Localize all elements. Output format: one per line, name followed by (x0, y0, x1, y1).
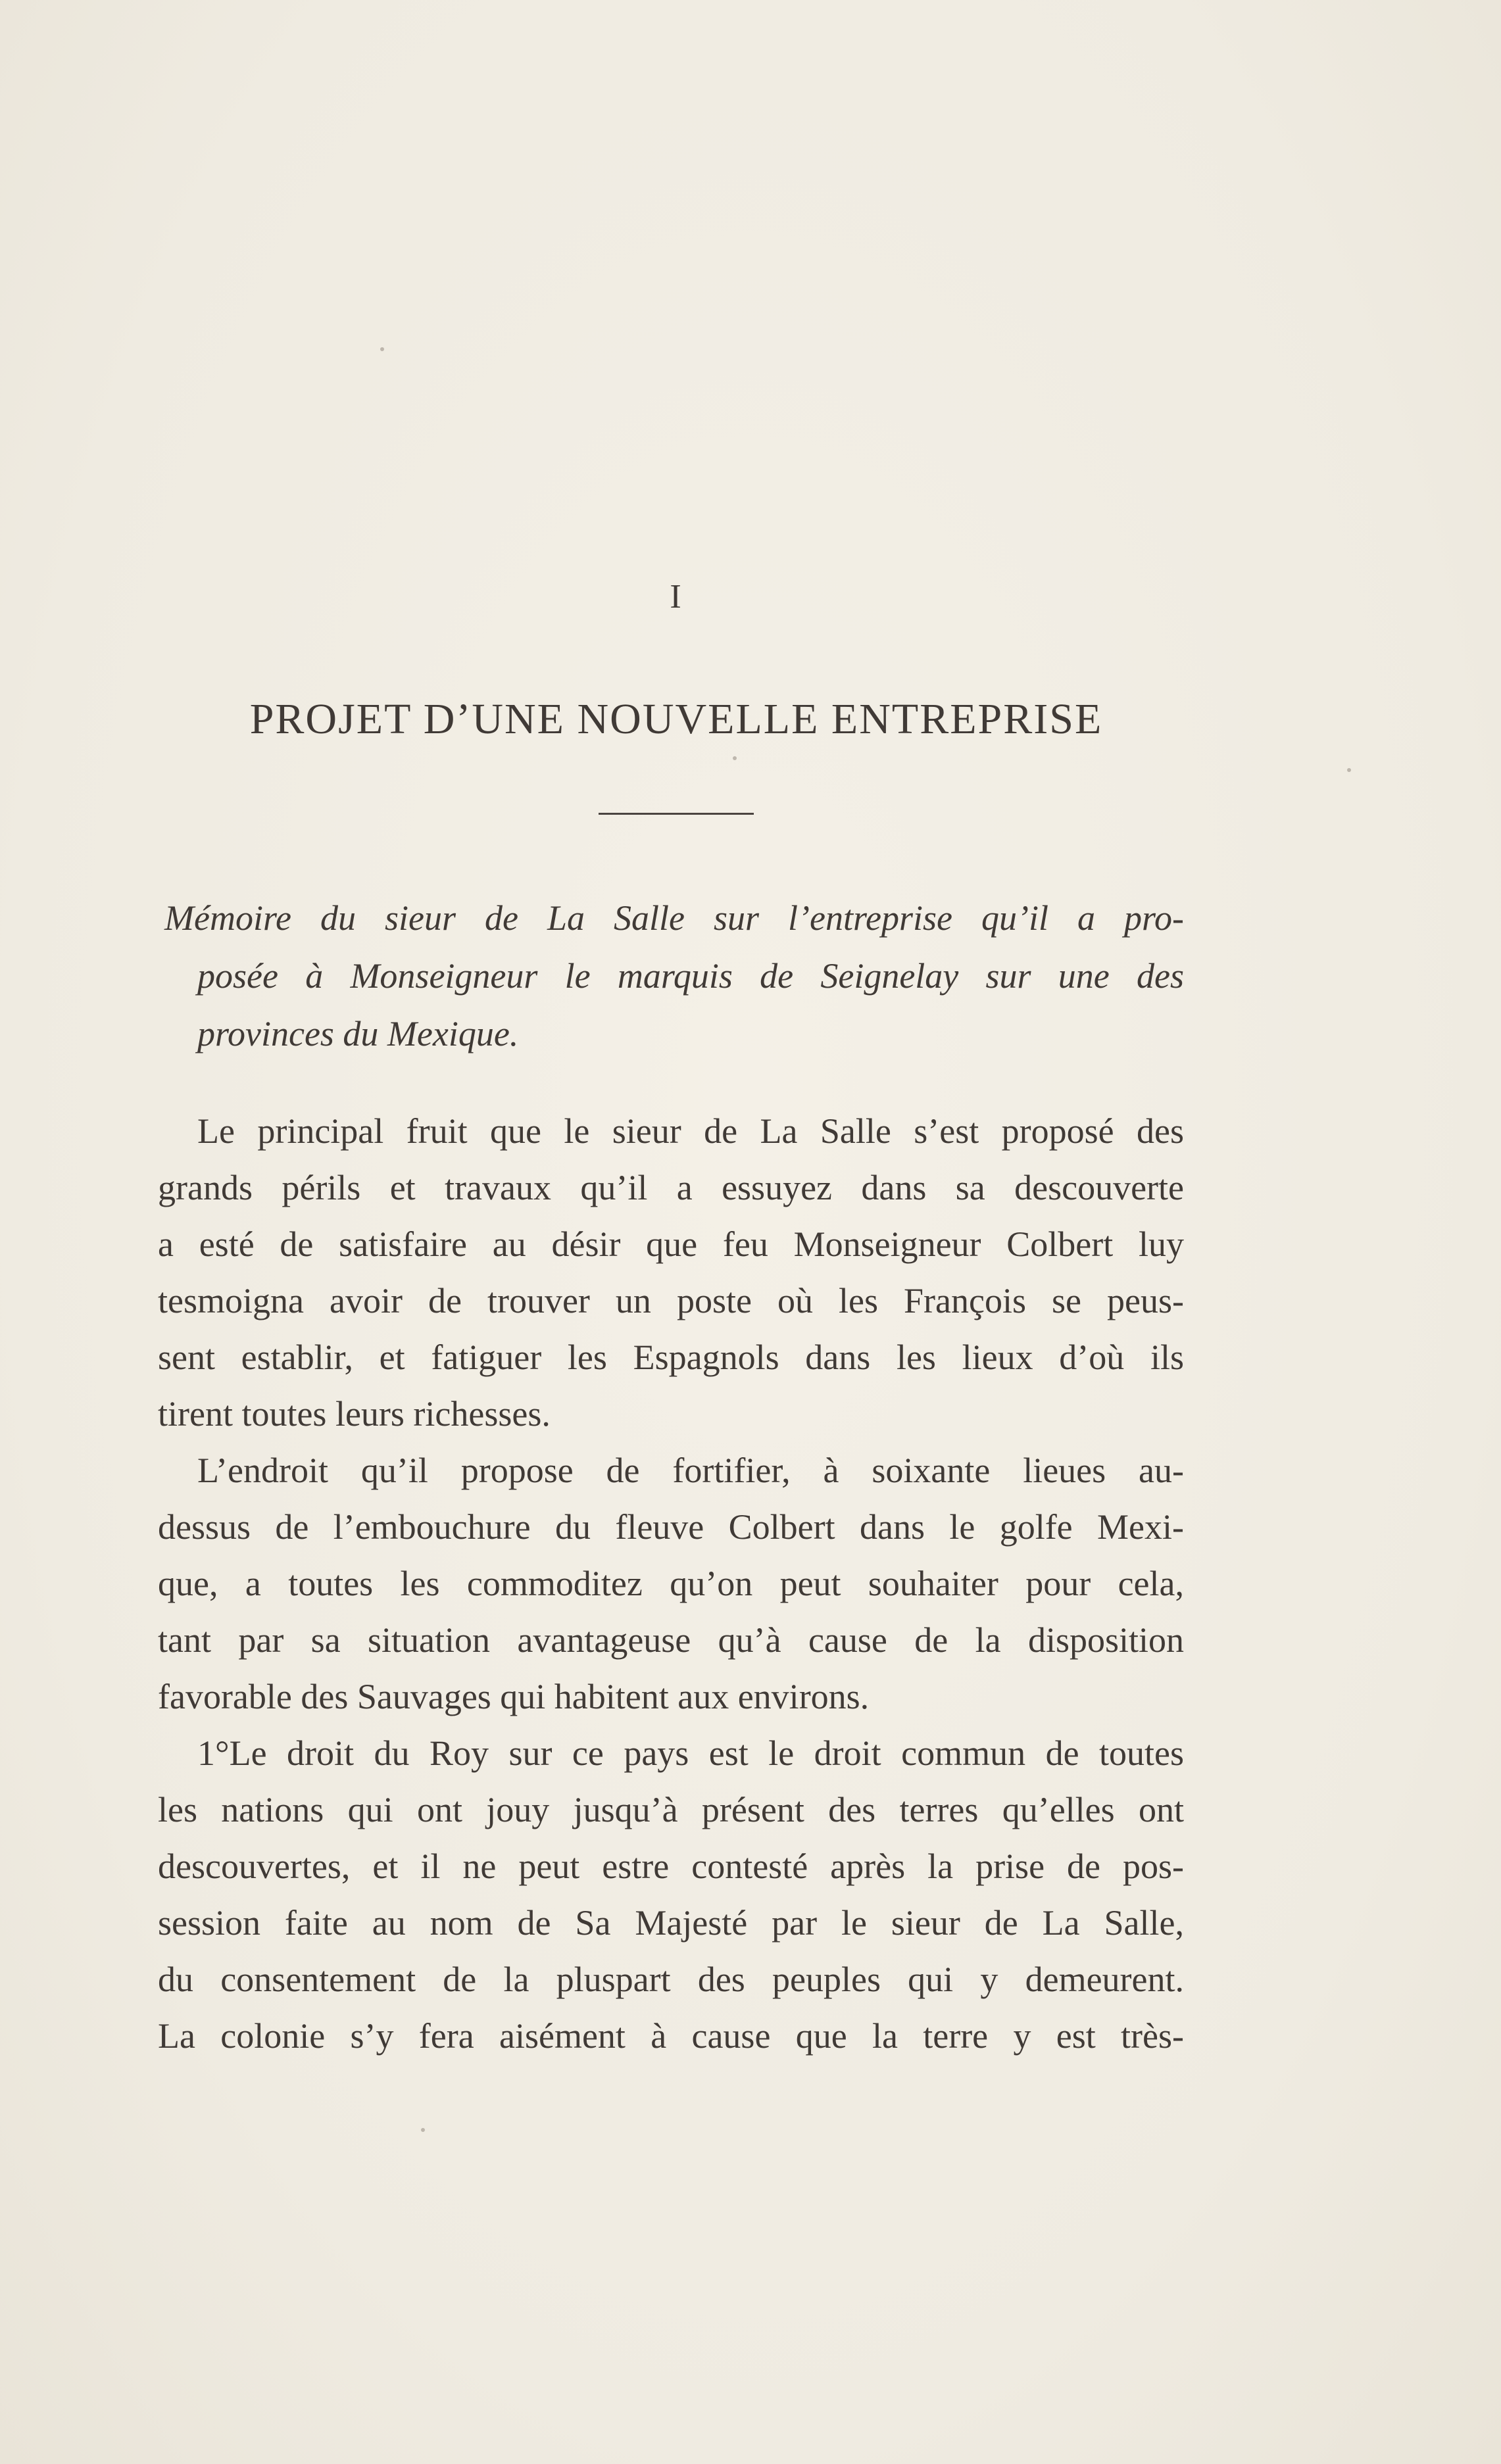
paper-speck (733, 756, 737, 760)
body-line: descouvertes, et il ne peut estre contesté après la prise de pos- (158, 1847, 1184, 1886)
body-line: dessus de l’embouchure du fleuve Colbert dans le golfe Mexi- (158, 1507, 1184, 1547)
body-line: tant par sa situation avantageuse qu’à cause de la disposition (158, 1620, 1184, 1660)
paper-speck (421, 2128, 425, 2132)
body-line: que, a toutes les commoditez qu’on peut souhaiter pour cela, (158, 1564, 1184, 1603)
body-line: 1°Le droit du Roy sur ce pays est le droit commun de toutes (197, 1733, 1184, 1773)
chapter-title: PROJET D’UNE NOUVELLE ENTREPRISE (249, 695, 1103, 743)
chapter-number: I (670, 578, 683, 616)
body-line: les nations qui ont jouy jusqu’à présent des terres qu’elles ont (158, 1790, 1184, 1829)
body-line: grands périls et travaux qu’il a essuyez dans sa descouverte (158, 1168, 1184, 1207)
body-line: La colonie s’y fera aisément à cause que la terre y est très- (158, 2016, 1184, 2056)
paper-speck (380, 347, 384, 351)
body-line: tirent toutes leurs richesses. (158, 1394, 551, 1434)
title-rule (599, 813, 754, 815)
summary-line: posée à Monseigneur le marquis de Seignelay sur une des (197, 956, 1184, 996)
body-line: L’endroit qu’il propose de fortifier, à soixante lieues au- (197, 1451, 1184, 1490)
body-line: favorable des Sauvages qui habitent aux environs. (158, 1677, 870, 1716)
summary-line: provinces du Mexique. (197, 1014, 519, 1053)
body-line: session faite au nom de Sa Majesté par le sieur de La Salle, (158, 1903, 1184, 1943)
body-line: a esté de satisfaire au désir que feu Monseigneur Colbert luy (158, 1224, 1184, 1264)
body-line: Le principal fruit que le sieur de La Salle s’est proposé des (197, 1111, 1184, 1151)
body-line: du consentement de la pluspart des peuples qui y demeurent. (158, 1960, 1184, 1999)
body-line: sent establir, et fatiguer les Espagnols dans les lieux d’où ils (158, 1338, 1184, 1377)
paper-speck (1347, 768, 1351, 772)
body-line: tesmoigna avoir de trouver un poste où les François se peus- (158, 1281, 1184, 1320)
summary-line: Mémoire du sieur de La Salle sur l’entreprise qu’il a pro- (164, 898, 1184, 938)
